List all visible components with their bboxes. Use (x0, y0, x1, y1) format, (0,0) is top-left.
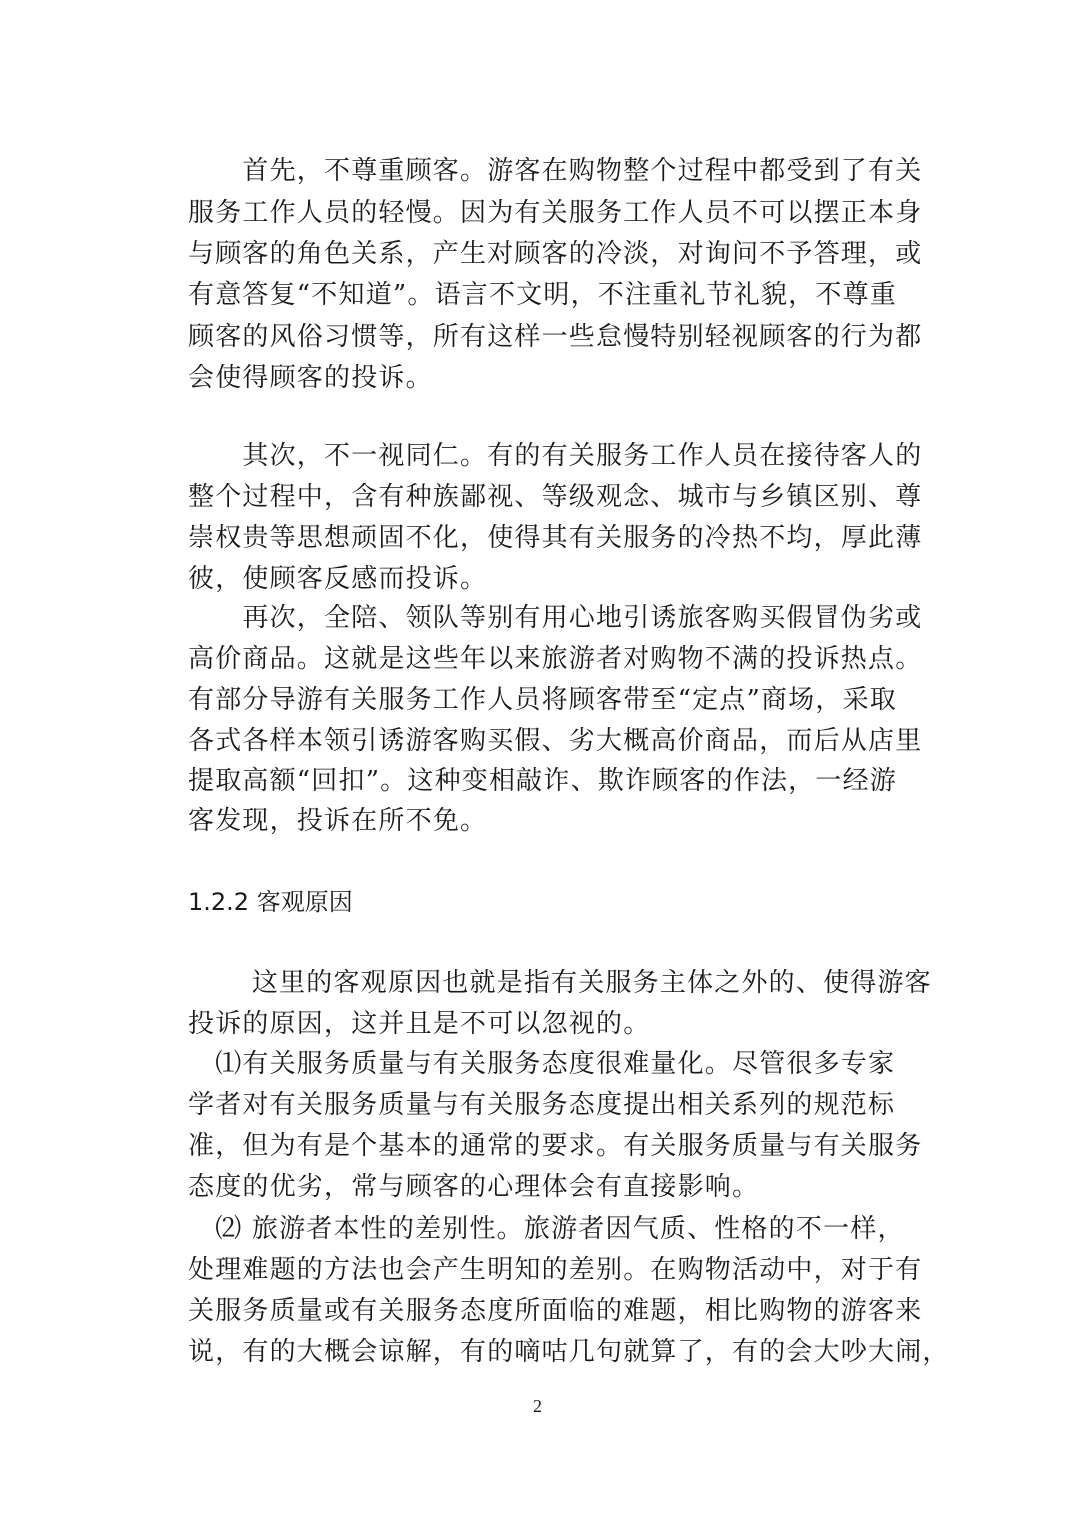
text-line: 彼，使顾客反感而投诉。 (188, 564, 488, 594)
text-line: 态度的优劣，常与顾客的心理体会有直接影响。 (188, 1172, 760, 1202)
text-line: 高价商品。这就是这些年以来旅游者对购物不满的投诉热点。 (188, 644, 923, 674)
text-line: 各式各样本领引诱游客购买假、劣大概高价商品，而后从店里 (188, 726, 923, 756)
text-line: ⑴有关服务质量与有关服务态度很难量化。尽管很多专家 (188, 1049, 896, 1079)
text-line: 客发现，投诉在所不免。 (188, 806, 488, 836)
text-line: 关服务质量或有关服务态度所面临的难题，相比购物的游客来 (188, 1296, 923, 1326)
text-line: 服务工作人员的轻慢。因为有关服务工作人员不可以摆正本身 (188, 198, 923, 228)
text-line: 准，但为有是个基本的通常的要求。有关服务质量与有关服务 (188, 1131, 923, 1161)
text-line: 提取高额“回扣”。这种变相敲诈、欺诈顾客的作法，一经游 (188, 766, 897, 796)
text-line: 整个过程中，含有种族鄙视、等级观念、城市与乡镇区别、尊 (188, 482, 923, 512)
text-line: 有部分导游有关服务工作人员将顾客带至“定点”商场，采取 (188, 685, 897, 715)
text-line: 崇权贵等思想顽固不化，使得其有关服务的冷热不均，厚此薄 (188, 523, 923, 553)
text-line: 会使得顾客的投诉。 (188, 363, 433, 393)
text-line: 学者对有关服务质量与有关服务态度提出相关系列的规范标 (188, 1090, 896, 1120)
text-line: 其次，不一视同仁。有的有关服务工作人员在接待客人的 (188, 441, 923, 471)
text-line: 投诉的原因，这并且是不可以忽视的。 (188, 1009, 651, 1039)
text-line: 说，有的大概会谅解，有的嘀咕几句就算了，有的会大吵大闹， (188, 1337, 950, 1367)
text-line: 再次，全陪、领队等别有用心地引诱旅客购买假冒伪劣或 (188, 603, 923, 633)
section-heading: 1.2.2 客观原因 (188, 888, 353, 916)
text-line: ⑵ 旅游者本性的差别性。旅游者因气质、性格的不一样， (188, 1214, 905, 1244)
text-line: 首先，不尊重顾客。游客在购物整个过程中都受到了有关 (188, 156, 923, 186)
text-line: 与顾客的角色关系，产生对顾客的冷淡，对询问不予答理，或 (188, 239, 923, 269)
text-line: 有意答复“不知道”。语言不文明，不注重礼节礼貌，不尊重 (188, 280, 897, 310)
text-line: 处理难题的方法也会产生明知的差别。在购物活动中，对于有 (188, 1255, 923, 1285)
page-number: 2 (533, 1396, 542, 1416)
text-line: 这里的客观原因也就是指有关服务主体之外的、使得游客 (188, 968, 932, 998)
text-line: 顾客的风俗习惯等，所有这样一些怠慢特别轻视顾客的行为都 (188, 322, 923, 352)
